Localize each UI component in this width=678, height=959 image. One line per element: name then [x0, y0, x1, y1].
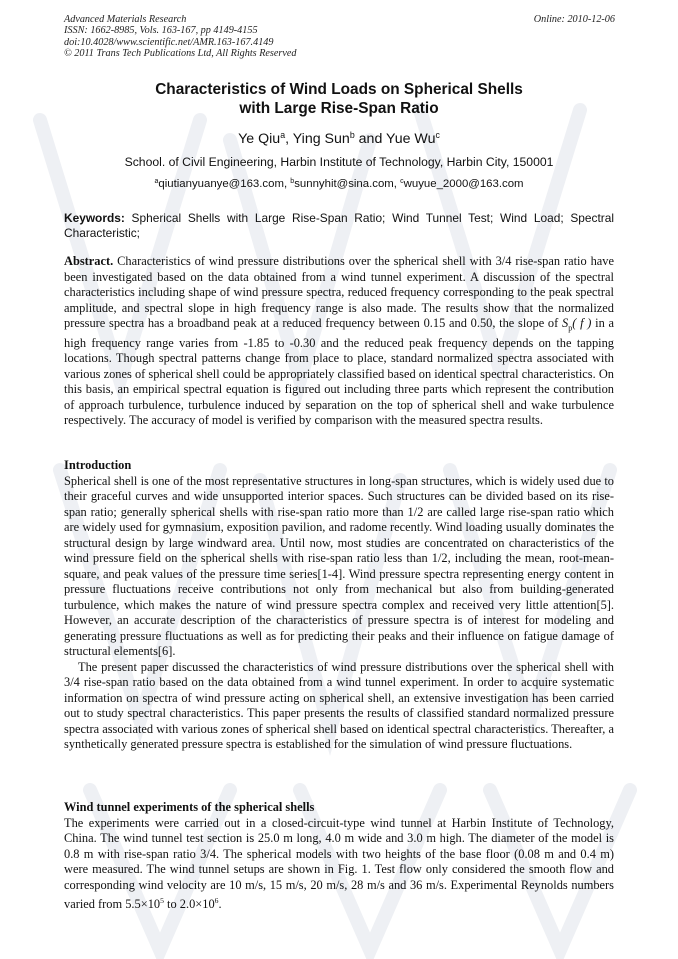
author-superscript: b: [349, 130, 355, 141]
issn-line: ISSN: 1662-8985, Vols. 163-167, pp 4149-4155: [64, 25, 258, 37]
abstract-symbol-argument: ( f ): [572, 316, 592, 330]
journal-name: Advanced Materials Research: [64, 14, 187, 25]
wind-tunnel-text-end: .: [218, 897, 222, 912]
introduction-paragraph-2: The present paper discussed the characteristics of wind pressure distributions over the spherical shell with 3/4 rise-span ratio based on the data obtained from a wind tunnel experiment. In order to acquire systematic information on spectra of wind pressure acting on spherical shell, an extensive investigation has been carried out to study spectral characteristics. This paper presents the results of classified standard normalized pressure spectra associated with various zones of spherical shell based on identical spectral characteristics. Thereafter, a synthetically generated pressure spectra is established for the simulation of wind pressure fluctuations.: [64, 659, 614, 751]
title-line-1: Characteristics of Wind Loads on Spherical Shells: [155, 81, 523, 98]
abstract-text-part-2: in a high frequency range varies from -1.85 to -0.30 and the reduced peak frequency depends on the tapping locations. Though spectral patterns change from place to place, standard normalized spectra associated with various zones of spherical shell could be appropriately classified based on identical spectral characteristics. On this basis, an empirical spectral equation is figured out including three parts which represent the contribution of approach turbulence, turbulence induced by separation on the top of spherical shell and wake turbulence respectively. The accuracy of model is verified by comparison with the measured spectra results.: [64, 316, 614, 428]
wind-tunnel-section: [64, 800, 614, 913]
affiliation: School. of Civil Engineering, Harbin Institute of Technology, Harbin City, 150001: [124, 155, 554, 169]
keywords: [64, 211, 614, 242]
email-separator: ,: [393, 178, 401, 190]
journal-header: [64, 14, 297, 60]
abstract: [64, 254, 614, 429]
email-separator: ,: [283, 178, 291, 190]
title-line-2: with Large Rise-Span Ratio: [239, 99, 439, 117]
email-address: wuyue_2000@163.com: [403, 178, 524, 190]
author-list: [0, 131, 678, 147]
author-superscript: c: [435, 130, 440, 141]
keywords-text: Spherical Shells with Large Rise-Span Ratio; Wind Tunnel Test; Wind Load; Spectral Characteristic;: [64, 211, 614, 241]
introduction-heading: Introduction: [64, 458, 132, 472]
email-list: [0, 178, 678, 190]
doi-line: doi:10.4028/www.scientific.net/AMR.163-167.4149: [64, 36, 274, 48]
author-separator: ,: [285, 131, 293, 147]
email-superscript: b: [290, 178, 295, 186]
author-separator: and: [354, 131, 387, 147]
wind-tunnel-text-mid: to 2.0×10: [163, 897, 215, 912]
author-name: Ying Sun: [292, 131, 350, 147]
introduction-paragraph-1: Spherical shell is one of the most representative structures in long-span structures, which is widely used due to their graceful curves and wide unsupported interior spaces. Such structures can be divided based on its rise-span ratio; generally spherical shells with rise-span ratio more than 1/2 are called large rise-span ratio which are widely used for gymnasium, exposition pavilion, and radome recently. Wind loading usually dominates the structural design by large windward area. Until now, most studies are concentrated on characteristics of the wind pressure field on the spherical shells with rise-span ratio less than 1/2, including the mean, root-mean-square, and peak values of the pressure time series[1-4]. Wind pressure spectra representing energy content in pressure fluctuations receive contributions not only from mechanical but also from building-generated turbulence, which makes the nature of wind pressure spectra complex and received very little attention[5]. However, an accurate description of the characteristics of pressure spectra is of interest for modeling and generating pressure fluctuations as well as for predicting their peaks and their influence on fatigue damage of structural elements[6].: [64, 473, 614, 658]
online-date: Online: 2010-12-06: [533, 14, 615, 25]
paper-title: [0, 81, 678, 118]
exponent-2: 6: [214, 896, 219, 905]
copyright-line: © 2011 Trans Tech Publications Ltd, All Rights Reserved: [64, 48, 297, 60]
email-superscript: c: [400, 178, 404, 186]
wind-tunnel-heading: Wind tunnel experiments of the spherical shells: [64, 800, 315, 814]
author-name: Ye Qiu: [238, 131, 281, 147]
exponent-1: 5: [160, 896, 164, 905]
wind-tunnel-paragraph: [64, 816, 614, 913]
author-name: Yue Wu: [386, 131, 436, 147]
abstract-text-part-1: Characteristics of wind pressure distributions over the spherical shell with 3/4 rise-span ratio have been investigated based on the data obtained from a wind tunnel experiment. A discussion of the spectral characteristics including shape of wind pressure spectra, reduced frequency corresponding to the peak spectral amplitude, and spectral slope in high frequency range is also made. The results show that the normalized pressure spectra has a broadband peak at a reduced frequency between 0.15 and 0.50, the slope of: [64, 254, 614, 330]
email-superscript: a: [154, 178, 159, 186]
email-address: sunnyhit@sina.com: [294, 178, 394, 190]
email-address: qiutianyuanye@163.com: [158, 178, 284, 190]
keywords-label: Keywords:: [64, 211, 125, 225]
abstract-label: Abstract.: [64, 254, 114, 268]
abstract-symbol: S: [561, 316, 569, 330]
abstract-symbol-subscript: p: [568, 323, 573, 333]
introduction-section: [64, 458, 614, 753]
author-superscript: a: [280, 130, 286, 141]
wind-tunnel-text: The experiments were carried out in a closed-circuit-type wind tunnel at Harbin Institute of Technology, China. The wind tunnel test section is 25.0 m long, 4.0 m wide and 3.0 m high. The diameter of the model is 0.8 m with rise-span ratio 3/4. The spherical models with two heights of the base floor (0.08 m and 0.4 m) were measured. The wind tunnel setups are shown in Fig. 1. Test flow only considered the smooth flow and corresponding wind velocity are 10 m/s, 15 m/s, 20 m/s, 28 m/s and 36 m/s. Experimental Reynolds numbers varied from 5.5×10: [64, 815, 614, 912]
